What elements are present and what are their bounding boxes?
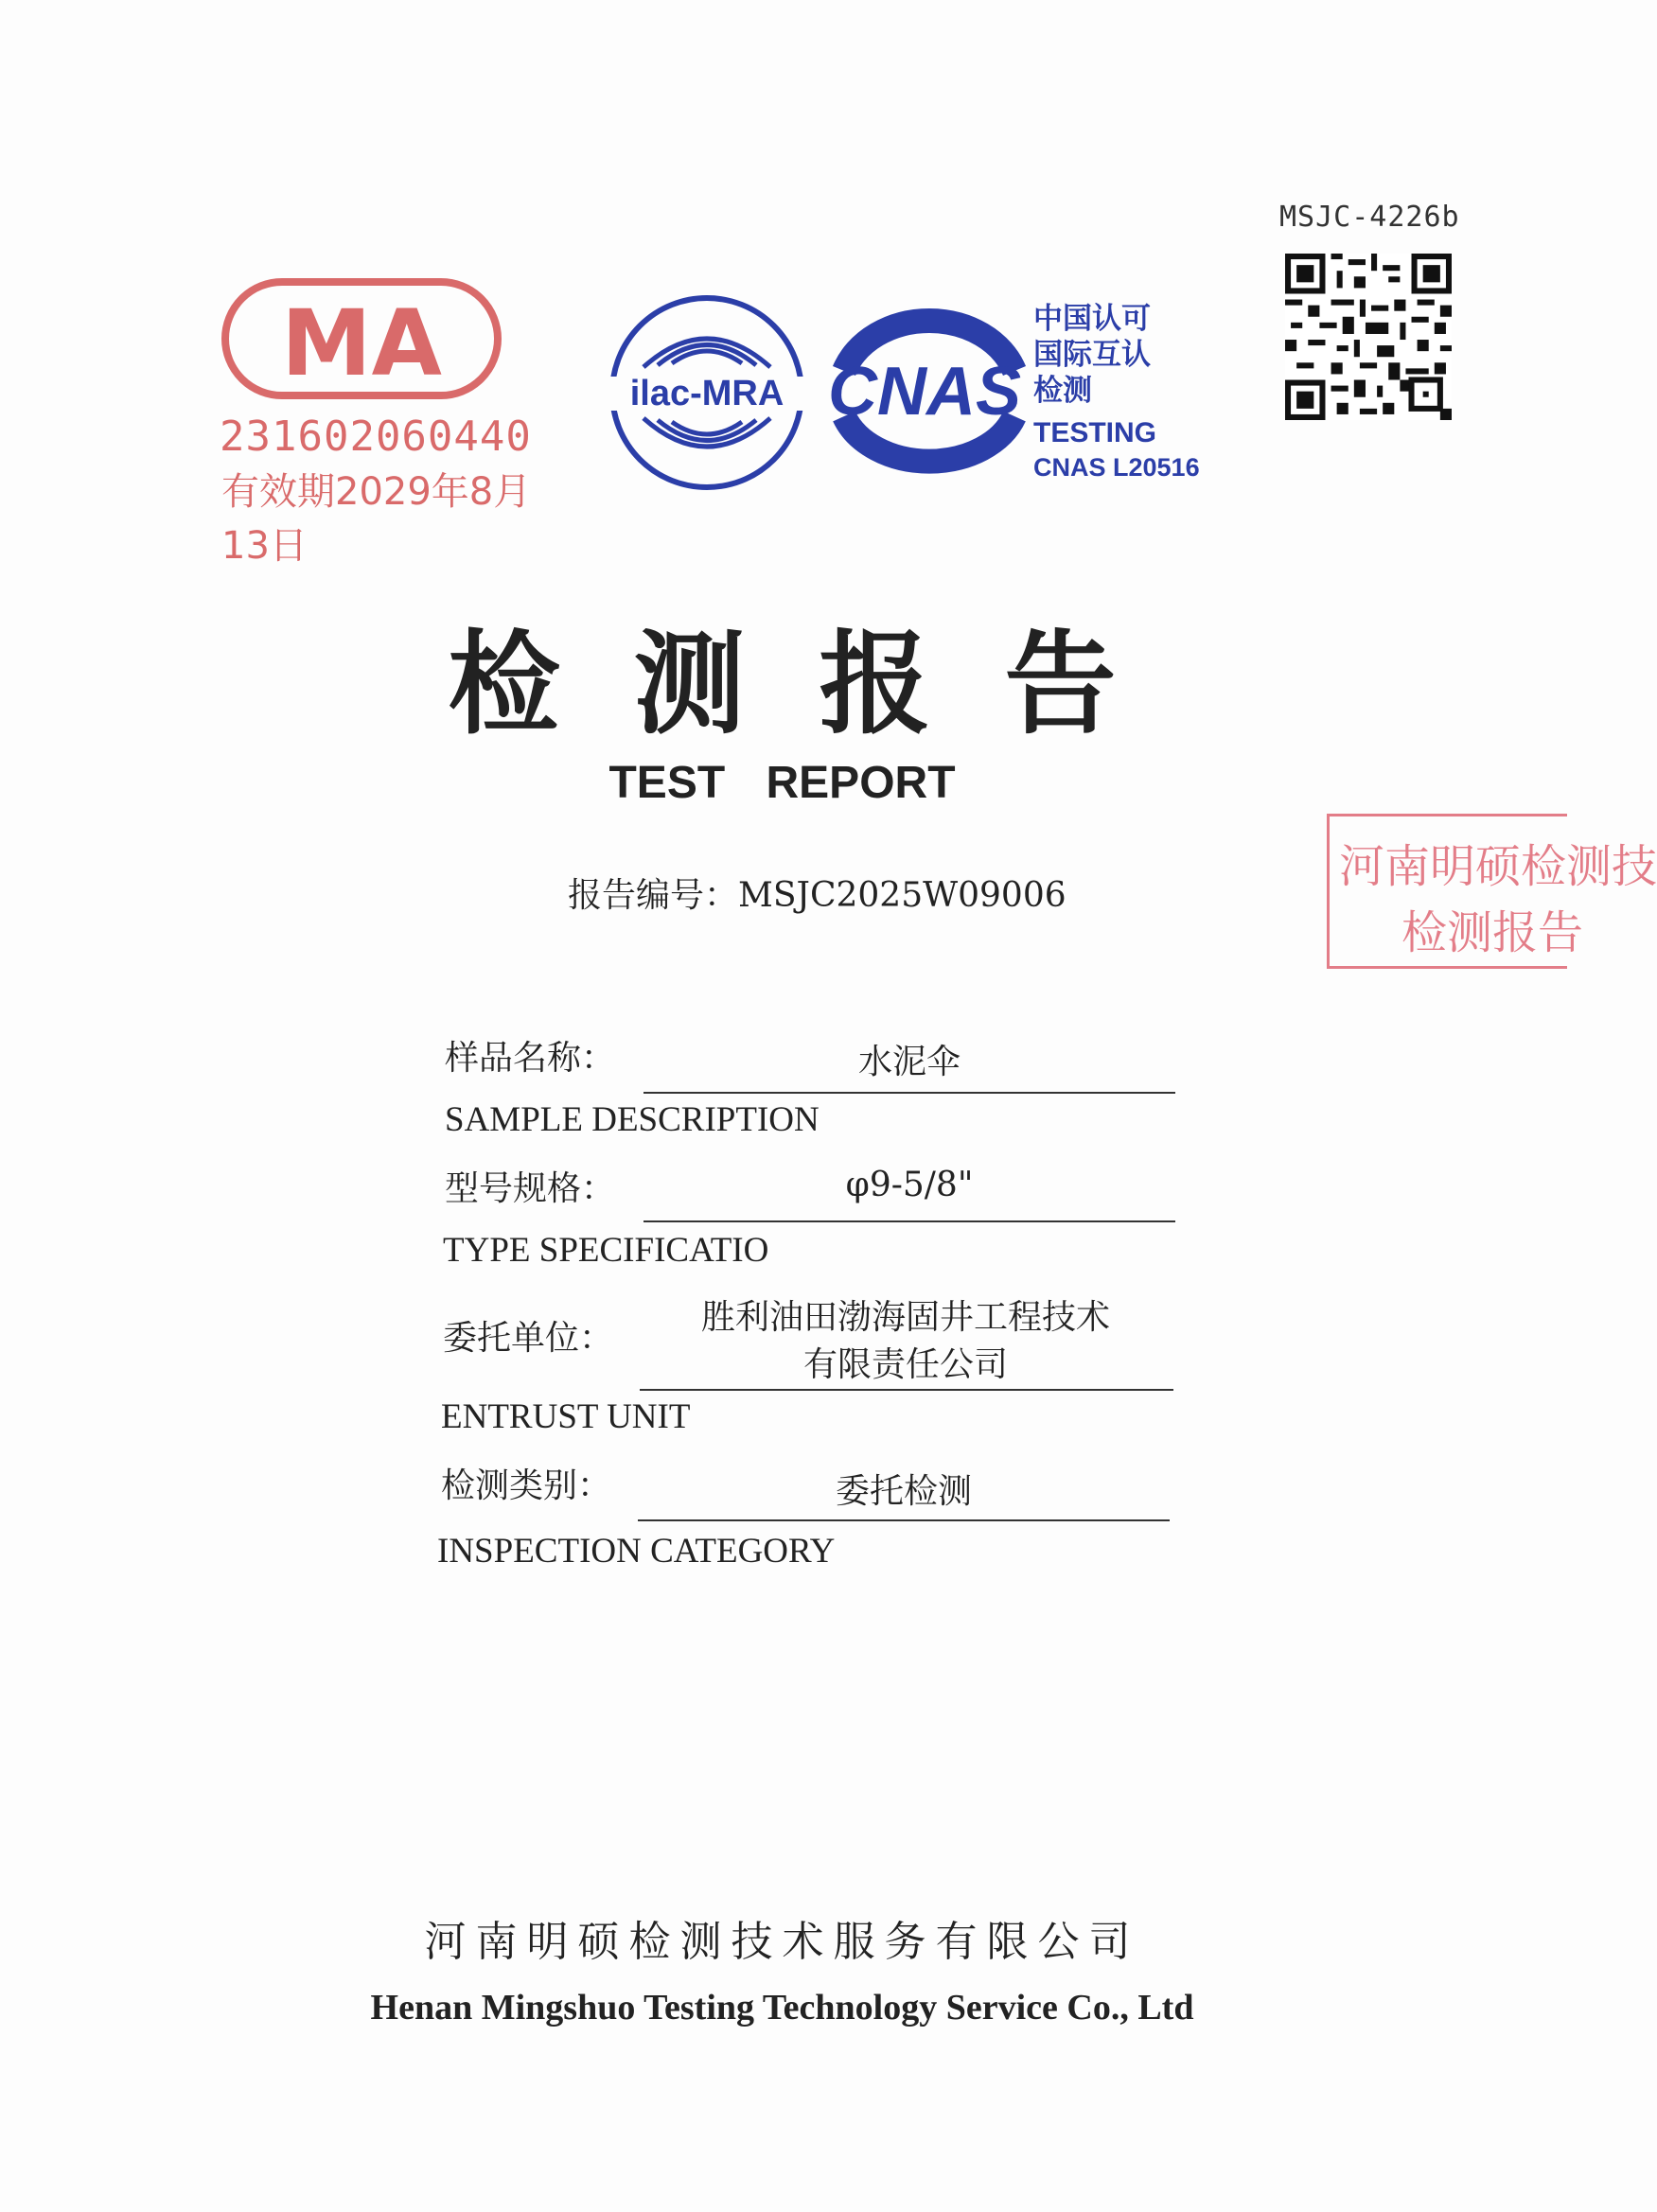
- cnas-cn-line2: 国际互认: [1033, 338, 1151, 372]
- company-name-chinese: 河南明硕检测技术服务有限公司: [424, 1918, 1140, 1966]
- qr-code-icon: [1285, 254, 1452, 420]
- stamp-line1: 河南明硕检测技: [1339, 840, 1657, 893]
- cnas-code: CNAS L20516: [1033, 453, 1200, 482]
- ilac-text: ilac-MRA: [629, 374, 784, 413]
- company-name-english: Henan Mingshuo Testing Technology Service Co., Ltd: [370, 1988, 1194, 2028]
- entrust-label: 委托单位：: [443, 1319, 614, 1358]
- category-label-en: INSPECTION CATEGORY: [437, 1532, 836, 1571]
- title-chinese: 检测报告: [448, 618, 1190, 749]
- entrust-label-en: ENTRUST UNIT: [441, 1397, 691, 1436]
- type-label-en: TYPE SPECIFICATIO: [443, 1231, 769, 1270]
- entrust-value-line1: 胜利油田渤海固井工程技术: [700, 1298, 1110, 1337]
- document-code: MSJC-4226b: [1279, 201, 1460, 234]
- cnas-chinese-text: [1033, 301, 1151, 409]
- category-label: 检测类别：: [441, 1466, 612, 1505]
- type-underline: [643, 1220, 1175, 1222]
- cnas-logo: [816, 305, 1033, 480]
- type-value: φ9-5/8": [845, 1166, 974, 1204]
- sample-value: 水泥伞: [857, 1043, 961, 1081]
- entrust-value-line2: 有限责任公司: [802, 1345, 1008, 1384]
- cnas-testing-text: [1033, 416, 1200, 484]
- cnas-logo-text: CNAS: [827, 354, 1022, 430]
- sample-underline: [643, 1092, 1175, 1094]
- sample-label: 样品名称：: [445, 1039, 616, 1078]
- entrust-underline: [640, 1389, 1173, 1391]
- category-underline: [638, 1519, 1170, 1521]
- type-label: 型号规格：: [445, 1169, 616, 1208]
- company-seal-stamp: [1327, 814, 1657, 969]
- title-english: TEST REPORT: [608, 758, 956, 808]
- cma-logo: [220, 272, 503, 405]
- cma-number: 231602060440: [220, 413, 532, 461]
- cnas-cn-line1: 中国认可: [1033, 302, 1151, 336]
- cnas-cn-line3: 检测: [1033, 374, 1092, 408]
- sample-label-en: SAMPLE DESCRIPTION: [445, 1100, 820, 1139]
- cma-validity: 有效期2029年8月13日: [221, 470, 532, 568]
- cnas-testing-label: TESTING: [1033, 417, 1157, 448]
- cma-logo-text: MA: [281, 290, 442, 396]
- category-value: 委托检测: [835, 1472, 972, 1511]
- report-number: 报告编号：MSJC2025W09006: [568, 876, 1066, 915]
- ilac-mra-logo: [606, 291, 809, 495]
- cma-stamp: [220, 272, 532, 568]
- stamp-line2: 检测报告: [1401, 906, 1584, 959]
